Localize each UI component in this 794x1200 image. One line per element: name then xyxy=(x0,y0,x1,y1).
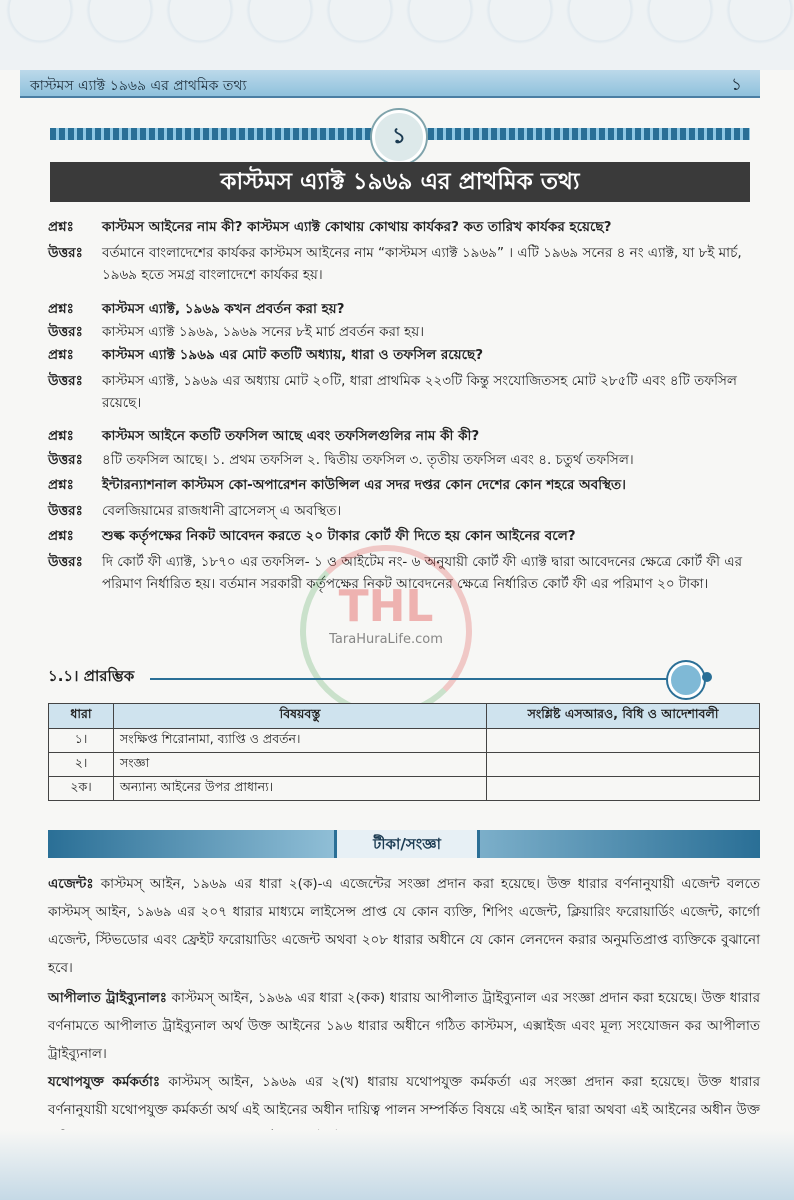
watermark-logo-text: THL xyxy=(338,581,434,632)
chapter-number-badge: ১ xyxy=(372,110,426,164)
cell-sro xyxy=(487,753,760,777)
answer-6: উত্তরঃ দি কোর্ট ফী এ্যাক্ট, ১৮৭০ এর তফসিল- ১ ও আইটেম নং- ৬ অনুযায়ী কোর্ট ফী এ্যাক্ট দ্বারা আবেদনের ক্ষেত্রে কোর্ট ফী এর পরিমাণ নির্ধারিত হয়। বর্তমান সরকারী কর্তৃপক্ষের নিকট আবেদনের ক্ষেত্রে নির্ধারিত কোর্ট ফী এর পরিমাণ ২০ টাকা। xyxy=(48,554,743,592)
cell-sro xyxy=(487,777,760,801)
page-number: ১ xyxy=(730,75,742,95)
running-header xyxy=(20,70,760,98)
section-heading-rule xyxy=(150,678,670,680)
answer-4: উত্তরঃ ৪টি তফসিল আছে। ১. প্রথম তফসিল ২. দ্বিতীয় তফসিল ৩. তৃতীয় তফসিল এবং ৪. চতুর্থ তফসিল। xyxy=(48,452,634,468)
section-decor-dot xyxy=(702,672,712,682)
watermark-site: TaraHuraLife.com xyxy=(329,632,443,647)
cell-section-number: ১। xyxy=(49,729,114,753)
chapter-title: কাস্টমস এ্যাক্ট ১৯৬৯ এর প্রাথমিক তথ্য xyxy=(50,162,750,202)
running-header-title: কাস্টমস এ্যাক্ট ১৯৬৯ এর প্রাথমিক তথ্য xyxy=(30,78,247,94)
answer-2: উত্তরঃ কাস্টমস এ্যাক্ট ১৯৬৯, ১৯৬৯ সনের ৮ই মার্চ প্রবর্তন করা হয়। xyxy=(48,324,425,340)
question-3: প্রশ্নঃ কাস্টমস এ্যাক্ট ১৯৬৯ এর মোট কতটি অধ্যায়, ধারা ও তফসিল রয়েছে? xyxy=(48,347,484,363)
definition-text: কাস্টমস্ আইন, ১৯৬৯ এর ধারা ২(কক) ধারায় আপীলাত ট্রাইব্যুনাল এর সংজ্ঞা প্রদান করা হয়েছে। উক্ত ধারার বর্ণনামতে আপীলাত ট্রাইব্যুনাল অর্থ উক্ত আইনের ১৯৬ ধারার অধীনে গঠিত কাস্টমস, এক্সাইজ এবং মূল্য সংযোজন কর আপীলাত ট্রাইব্যুনাল। xyxy=(48,990,760,1062)
watermark-logo xyxy=(300,545,472,717)
cell-subject: সংজ্ঞা xyxy=(114,753,487,777)
column-header-sro: সংশ্লিষ্ট এসআরও, বিধি ও আদেশাবলী xyxy=(487,704,760,729)
question-6: প্রশ্নঃ শুল্ক কর্তৃপক্ষের নিকট আবেদন করতে ২০ টাকার কোর্ট ফী দিতে হয় কোন আইনের বলে? xyxy=(48,528,576,544)
answer-1: উত্তরঃ বর্তমানে বাংলাদেশের কার্যকর কাস্টমস আইনের নাম “কাস্টমস এ্যাক্ট ১৯৬৯” । এটি ১৯৬৯ সনের ৪ নং এ্যাক্ট, যা ৮ই মার্চ, ১৯৬৯ হতে সমগ্র বাংলাদেশে কার্যকর হয়। xyxy=(48,245,742,283)
cell-section-number: ২। xyxy=(49,753,114,777)
definition-appellate-tribunal xyxy=(48,984,760,1068)
question-5: প্রশ্নঃ ইন্টারন্যাশনাল কাস্টমস কো-অপারেশন কাউন্সিল এর সদর দপ্তর কোন দেশের কোন শহরে অবস্থিত। xyxy=(48,477,626,493)
cell-subject: অন্যান্য আইনের উপর প্রাধান্য। xyxy=(114,777,487,801)
answer-3: উত্তরঃ কাস্টমস এ্যাক্ট, ১৯৬৯ এর অধ্যায় মোট ২০টি, ধারা প্রাথমিক ২২৩টি কিন্তু সংযোজিতসহ মোট ২৮৫টি এবং ৪টি তফসিল রয়েছে। xyxy=(48,373,737,411)
table-row xyxy=(49,729,760,753)
definition-term: যথোপযুক্ত কর্মকর্তাঃ xyxy=(48,1074,161,1090)
definition-term: আপীলাত ট্রাইব্যুনালঃ xyxy=(48,990,167,1006)
question-4: প্রশ্নঃ কাস্টমস আইনে কতটি তফসিল আছে এবং তফসিলগুলির নাম কী কী? xyxy=(48,428,480,444)
question-2: প্রশ্নঃ কাস্টমস এ্যাক্ট, ১৯৬৯ কখন প্রবর্তন করা হয়? xyxy=(48,301,345,317)
table-header-row xyxy=(49,704,760,729)
tika-heading: টীকা/সংজ্ঞা xyxy=(334,830,480,858)
top-decorative-pattern xyxy=(0,0,794,70)
cell-subject: সংক্ষিপ্ত শিরোনামা, ব্যাপ্তি ও প্রবর্তন। xyxy=(114,729,487,753)
table-row xyxy=(49,777,760,801)
definition-text: কাস্টমস্ আইন, ১৯৬৯ এর ধারা ২(ক)-এ এজেন্টের সংজ্ঞা প্রদান করা হয়েছে। উক্ত ধারার বর্ণনানুযায়ী এজেন্ট বলতে কাস্টমস্ আইন, ১৯৬৯ এর ২০৭ ধারার মাধ্যমে লাইসেন্স প্রাপ্ত যে কোন ব্যক্তি, শিপিং এজেন্ট, ক্লিয়ারিং ফরোয়ার্ডিং এজেন্ট, কার্গো এজেন্ট, স্টিভডোর এবং ফ্রেইট ফরোয়াডিং এজেন্ট অথবা ২০৮ ধারার অধীনে যে কোন লেনদেন করার অনুমতিপ্রাপ্ত ব্যক্তিকে বুঝানো হবে। xyxy=(48,876,760,976)
definition-agent xyxy=(48,870,760,982)
column-header-section: ধারা xyxy=(49,704,114,729)
cell-section-number: ২ক। xyxy=(49,777,114,801)
section-decor-circle xyxy=(668,662,704,698)
definition-text: কাস্টমস্ আইন, ১৯৬৯ এর ২(খ) ধারায় যথোপযুক্ত কর্মকর্তা এর সংজ্ঞা প্রদান করা হয়েছে। উক্ত ধারার বর্ণনানুযায়ী যথোপযুক্ত কর্মকর্তা অর্থ এই আইনের অধীন দায়িত্ব পালন সম্পর্কিত বিষয়ে এই আইন দ্বারা অথবা এই আইনের অধীন উক্ত xyxy=(48,1074,760,1118)
question-1: প্রশ্নঃ কাস্টমস আইনের নাম কী? কাস্টমস এ্যাক্ট কোথায় কোথায় কার্যকর? কত তারিখ কার্যকর হয়েছে? xyxy=(48,219,612,235)
bottom-decorative-grass xyxy=(0,1130,794,1200)
answer-5: উত্তরঃ বেলজিয়ামের রাজধানী ব্রাসেলস্ এ অবস্থিত। xyxy=(48,503,342,519)
section-table xyxy=(48,703,760,801)
definition-term: এজেন্টঃ xyxy=(48,876,94,892)
section-heading: ১.১। প্রারম্ভিক xyxy=(48,667,135,685)
cell-sro xyxy=(487,729,760,753)
column-header-subject: বিষয়বস্তু xyxy=(114,704,487,729)
table-row xyxy=(49,753,760,777)
